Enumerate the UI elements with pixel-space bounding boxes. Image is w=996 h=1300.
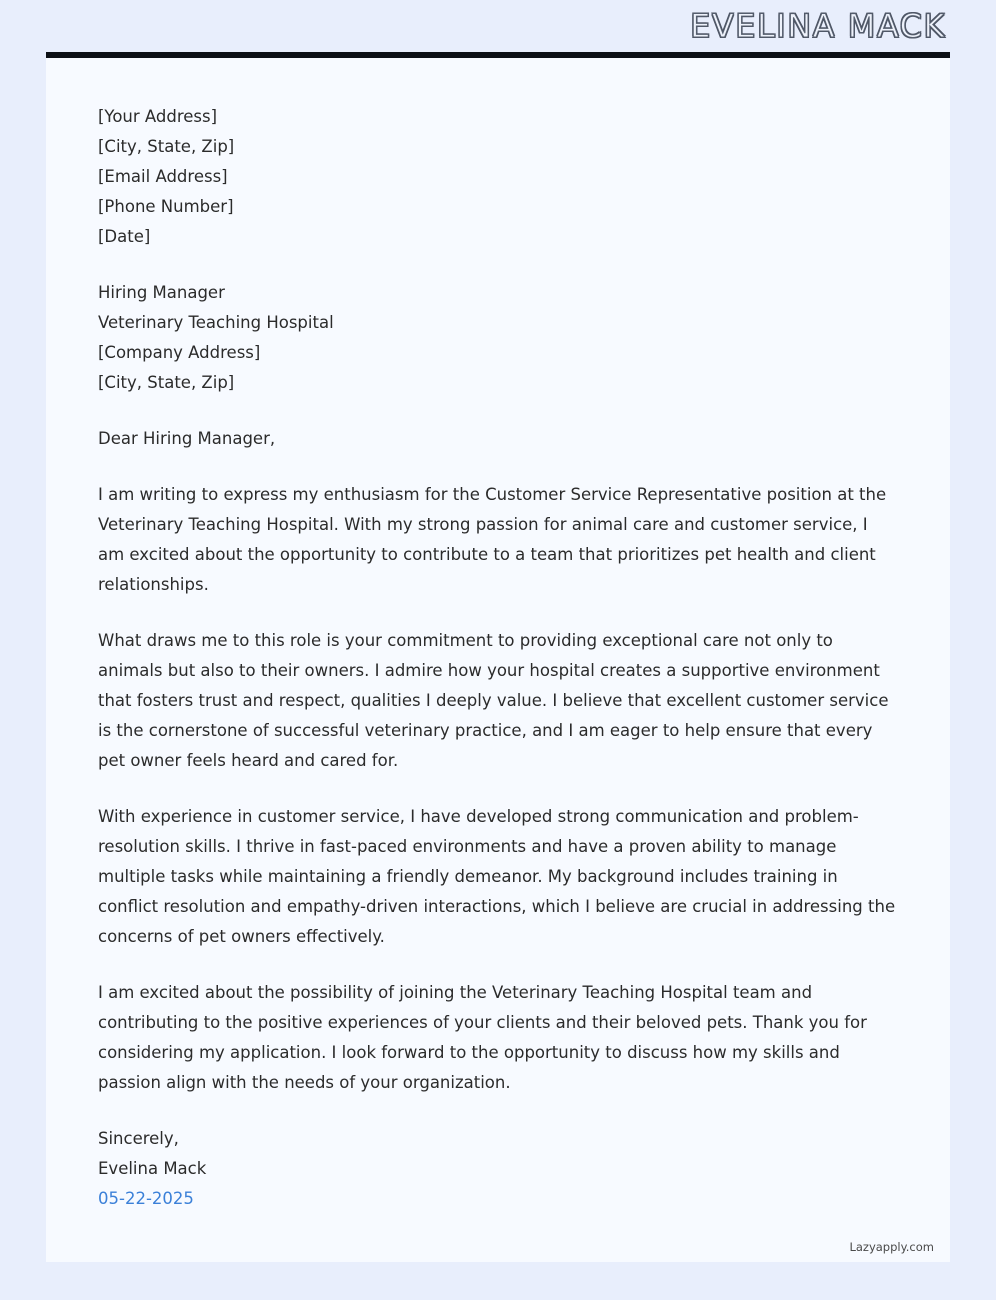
closing-salutation: Sincerely, <box>98 1129 179 1148</box>
signature-name: Evelina Mack <box>98 1159 207 1178</box>
recipient-line: Hiring Manager <box>98 283 225 302</box>
body-paragraph: I am excited about the possibility of joining the Veterinary Teaching Hospital team and contributing to the positive experiences of your clients and their beloved pets. Thank you for considering my application. I look forward to the opportunity to discuss how my skills and passion align with the needs of your organization. <box>98 983 867 1092</box>
document-header <box>0 0 996 52</box>
page-title: EVELINA MACK <box>690 7 946 45</box>
body-paragraph: What draws me to this role is your commitment to providing exceptional care not only to animals but also to their owners. I admire how your hospital creates a supportive environment that fosters trust and respect, qualities I deeply value. I believe that excellent customer service is the cornerstone of successful veterinary practice, and I am eager to help ensure that every pet owner feels heard and cared for. <box>98 631 889 770</box>
sender-date-line: [Date] <box>98 227 151 246</box>
sender-address-line: [Your Address] <box>98 107 218 126</box>
salutation: Dear Hiring Manager, <box>98 429 276 448</box>
recipient-line: Veterinary Teaching Hospital <box>98 313 334 332</box>
brand-watermark: Lazyapply.com <box>849 1240 934 1254</box>
sender-address-block <box>98 102 898 252</box>
recipient-address-block <box>98 278 898 398</box>
body-paragraph: With experience in customer service, I have developed strong communication and problem-resolution skills. I thrive in fast-paced environments and have a proven ability to manage multiple tasks while maintaining a friendly demeanor. My background includes training in conflict resolution and empathy-driven interactions, which I believe are crucial in addressing the concerns of pet owners effectively. <box>98 807 896 946</box>
sender-address-line: [Phone Number] <box>98 197 234 216</box>
body-paragraph: I am writing to express my enthusiasm for the Customer Service Representative position at the Veterinary Teaching Hospital. With my strong passion for animal care and customer service, I am excited about the opportunity to contribute to a team that prioritizes pet health and client relationships. <box>98 485 887 594</box>
cover-letter-body <box>46 52 950 1262</box>
recipient-line: [Company Address] <box>98 343 261 362</box>
letter-date: 05-22-2025 <box>98 1189 194 1208</box>
closing-block <box>98 1124 898 1214</box>
recipient-line: [City, State, Zip] <box>98 373 235 392</box>
sender-address-line: [City, State, Zip] <box>98 137 235 156</box>
sender-address-line: [Email Address] <box>98 167 228 186</box>
